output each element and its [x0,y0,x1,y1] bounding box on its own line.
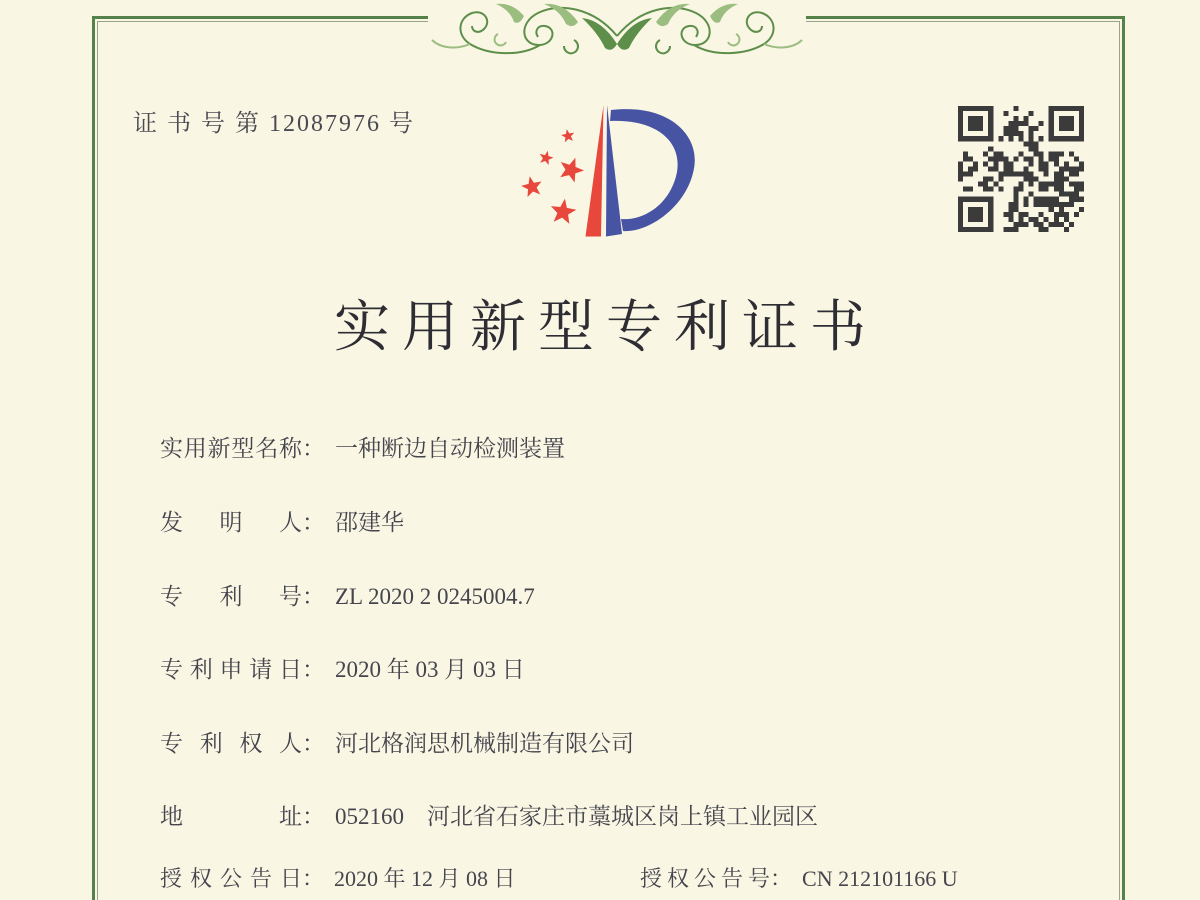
field-label: 专利号 [160,584,302,609]
field-value: ZL 2020 2 0245004.7 [335,584,535,609]
field-value: 052160 河北省石家庄市藁城区岗上镇工业园区 [335,804,818,829]
field-filing-date [160,651,525,684]
field-colon: ： [302,510,325,535]
star-icon [551,199,576,224]
field-label: 授权公告号 [640,866,770,891]
floral-scroll-ornament-icon [428,0,806,56]
logo-blue-bowl [610,109,695,231]
field-address [160,798,818,831]
field-colon: ： [302,657,325,682]
logo-red-wedge [586,105,604,237]
field-value: 2020 年 03 月 03 日 [335,657,525,682]
logo-stars [521,129,584,224]
field-label: 专利权人 [160,731,302,756]
cnipa-patent-logo-icon [500,80,720,260]
field-patent-number [160,578,535,611]
field-label: 发明人 [160,510,302,535]
footer-row [0,862,1200,900]
qr-code-icon [958,106,1084,237]
field-utility-model-name [160,430,565,463]
field-label: 专利申请日 [160,657,302,682]
field-value: 邵建华 [335,510,404,535]
certificate-number: 证 书 号 第 12087976 号 [133,111,415,137]
field-label: 实用新型名称 [160,436,302,461]
field-label: 地址 [160,804,302,829]
field-value: CN 212101166 U [802,866,958,891]
field-colon: ： [770,866,793,891]
field-colon: ： [302,731,325,756]
field-label: 授权公告日 [160,866,302,891]
star-icon [521,176,541,197]
star-icon [560,158,584,183]
field-value: 河北格润思机械制造有限公司 [335,731,634,756]
field-value: 2020 年 12 月 08 日 [334,866,516,891]
field-colon: ： [302,584,325,609]
star-icon [540,151,554,165]
field-grant-publication-number [640,862,958,893]
field-colon: ： [302,866,325,891]
field-value: 一种断边自动检测装置 [335,436,565,461]
field-colon: ： [302,436,325,461]
field-inventor [160,504,404,537]
field-patentee [160,725,634,758]
field-colon: ： [302,804,325,829]
certificate-title: 实用新型专利证书 [334,297,878,359]
logo-blue-wedge [606,105,622,237]
field-grant-date [160,862,516,893]
star-icon [561,129,574,142]
